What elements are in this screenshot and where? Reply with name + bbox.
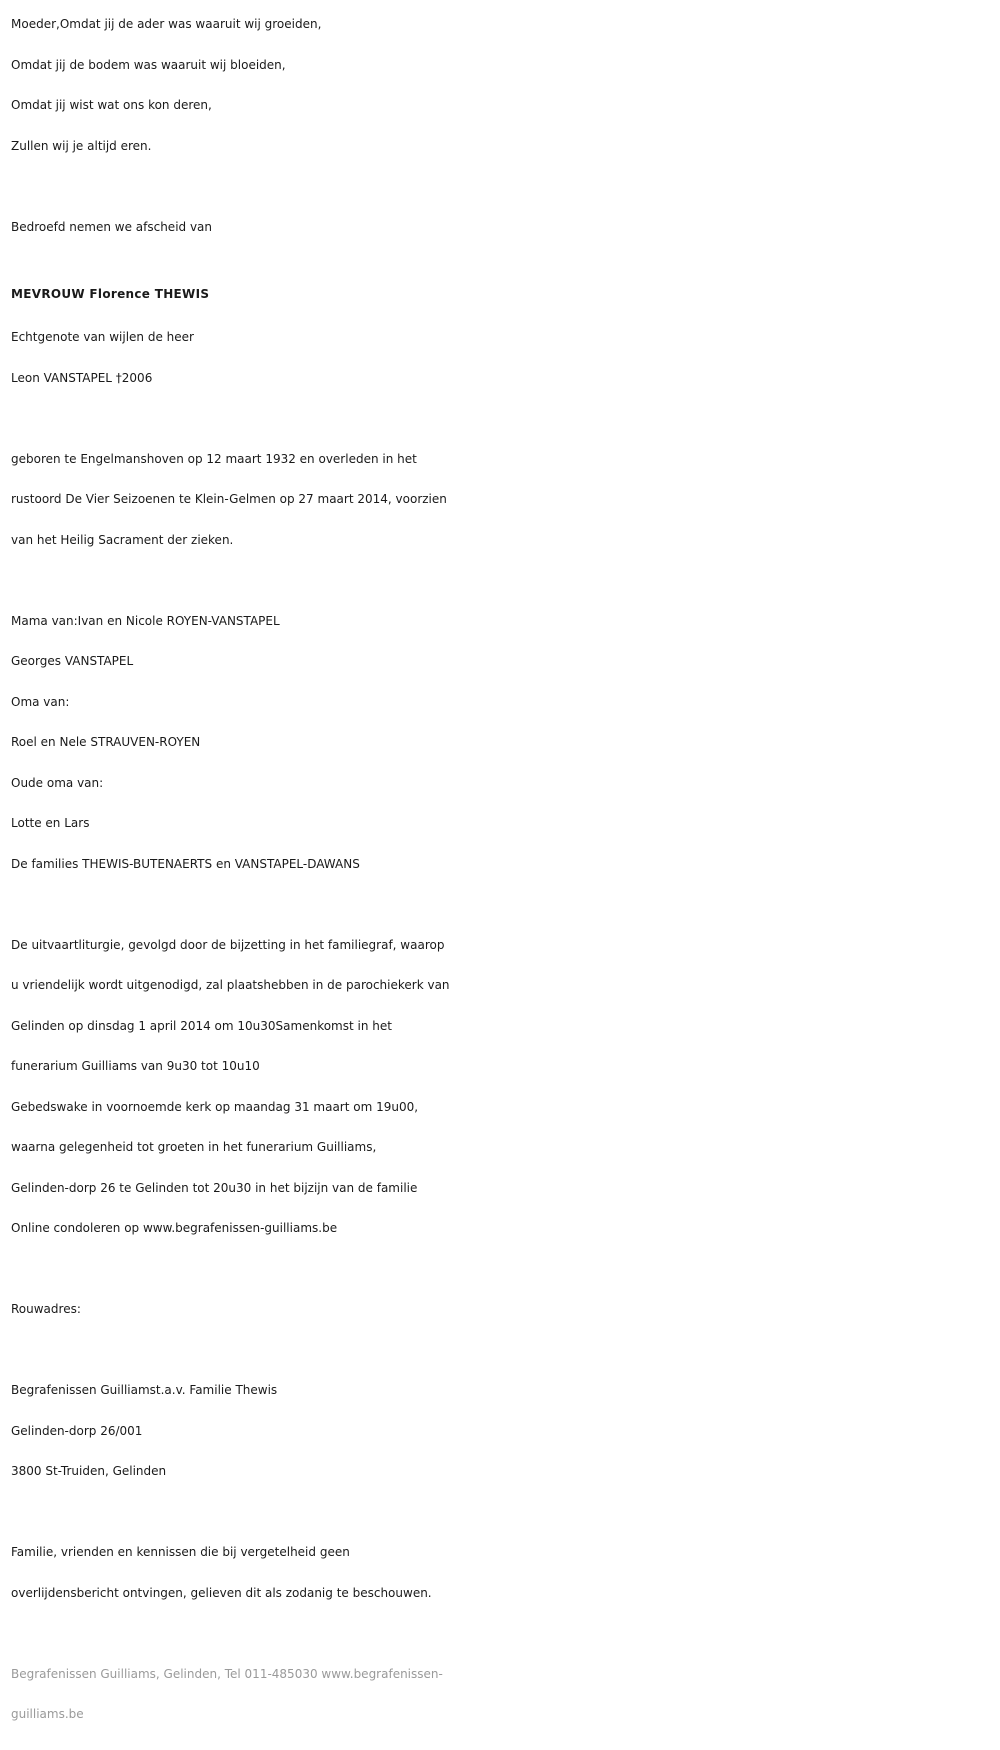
obituary-notice	[11, 4, 991, 1735]
spacer	[11, 1330, 991, 1371]
family-line: Georges VANSTAPEL	[11, 654, 134, 668]
family-line: De families THEWIS-BUTENAERTS en VANSTAPEL-DAWANS	[11, 856, 360, 871]
spacer	[11, 247, 991, 271]
address-line: Gelinden-dorp 26/001	[11, 1423, 143, 1438]
footer-line: guilliams.be	[11, 1707, 84, 1721]
family-section	[11, 601, 991, 885]
ceremony-line: waarna gelegenheid tot groeten in het funerarium Guilliams,	[11, 1140, 377, 1154]
spouse-line: Echtgenote van wijlen de heer	[11, 330, 194, 344]
footer-line: Begrafenissen Guilliams, Gelinden, Tel 011-485030 www.begrafenissen-	[11, 1666, 443, 1681]
family-line: Oude oma van:	[11, 775, 104, 790]
spacer	[11, 398, 991, 439]
spacer	[11, 1249, 991, 1290]
ceremony-line: funerarium Guilliams van 9u30 tot 10u10	[11, 1059, 260, 1073]
birth-death-line: van het Heilig Sacrament der zieken.	[11, 532, 234, 547]
closing-line: overlijdensbericht ontvingen, gelieven dit als zodanig te beschouwen.	[11, 1585, 432, 1600]
footer	[11, 1654, 991, 1735]
family-line: Lotte en Lars	[11, 816, 90, 830]
spouse-name: Leon VANSTAPEL †2006	[11, 370, 153, 385]
poem-section	[11, 4, 991, 166]
spacer	[11, 166, 991, 207]
intro-text: Bedroefd nemen we afscheid van	[11, 219, 213, 234]
family-line: Oma van:	[11, 694, 70, 709]
birth-death-section	[11, 439, 991, 561]
birth-death-line: rustoord De Vier Seizoenen te Klein-Gelmen op 27 maart 2014, voorzien	[11, 492, 447, 506]
ceremony-line: u vriendelijk wordt uitgenodigd, zal plaatshebben in de parochiekerk van	[11, 978, 450, 992]
poem-line: Omdat jij de bodem was waaruit wij bloeiden,	[11, 57, 286, 72]
ceremony-section	[11, 925, 991, 1249]
ceremony-line: Online condoleren op www.begrafenissen-guilliams.be	[11, 1221, 338, 1235]
mourning-address	[11, 1370, 991, 1492]
address-line: 3800 St-Truiden, Gelinden	[11, 1464, 167, 1478]
spacer	[11, 1613, 991, 1654]
closing-section	[11, 1532, 991, 1613]
mourning-address-label: Rouwadres:	[11, 1302, 81, 1316]
deceased-name: MEVROUW Florence THEWIS	[11, 287, 210, 301]
address-line: Begrafenissen Guilliamst.a.v. Familie Thewis	[11, 1383, 278, 1397]
ceremony-line: Gelinden-dorp 26 te Gelinden tot 20u30 in het bijzijn van de familie	[11, 1180, 418, 1195]
poem-line: Moeder,Omdat jij de ader was waaruit wij groeiden,	[11, 17, 322, 31]
family-line: Mama van:Ivan en Nicole ROYEN-VANSTAPEL	[11, 613, 280, 628]
family-line: Roel en Nele STRAUVEN-ROYEN	[11, 735, 201, 749]
ceremony-line: Gebedswake in voornoemde kerk op maandag 31 maart om 19u00,	[11, 1099, 419, 1114]
spacer	[11, 884, 991, 925]
ceremony-line: De uitvaartliturgie, gevolgd door de bijzetting in het familiegraf, waarop	[11, 937, 445, 952]
poem-line: Omdat jij wist wat ons kon deren,	[11, 98, 212, 112]
birth-death-line: geboren te Engelmanshoven op 12 maart 1932 en overleden in het	[11, 451, 417, 466]
poem-line: Zullen wij je altijd eren.	[11, 138, 152, 153]
ceremony-line: Gelinden op dinsdag 1 april 2014 om 10u30Samenkomst in het	[11, 1018, 392, 1033]
spacer	[11, 560, 991, 601]
closing-line: Familie, vrienden en kennissen die bij vergetelheid geen	[11, 1545, 350, 1559]
spacer	[11, 1492, 991, 1533]
